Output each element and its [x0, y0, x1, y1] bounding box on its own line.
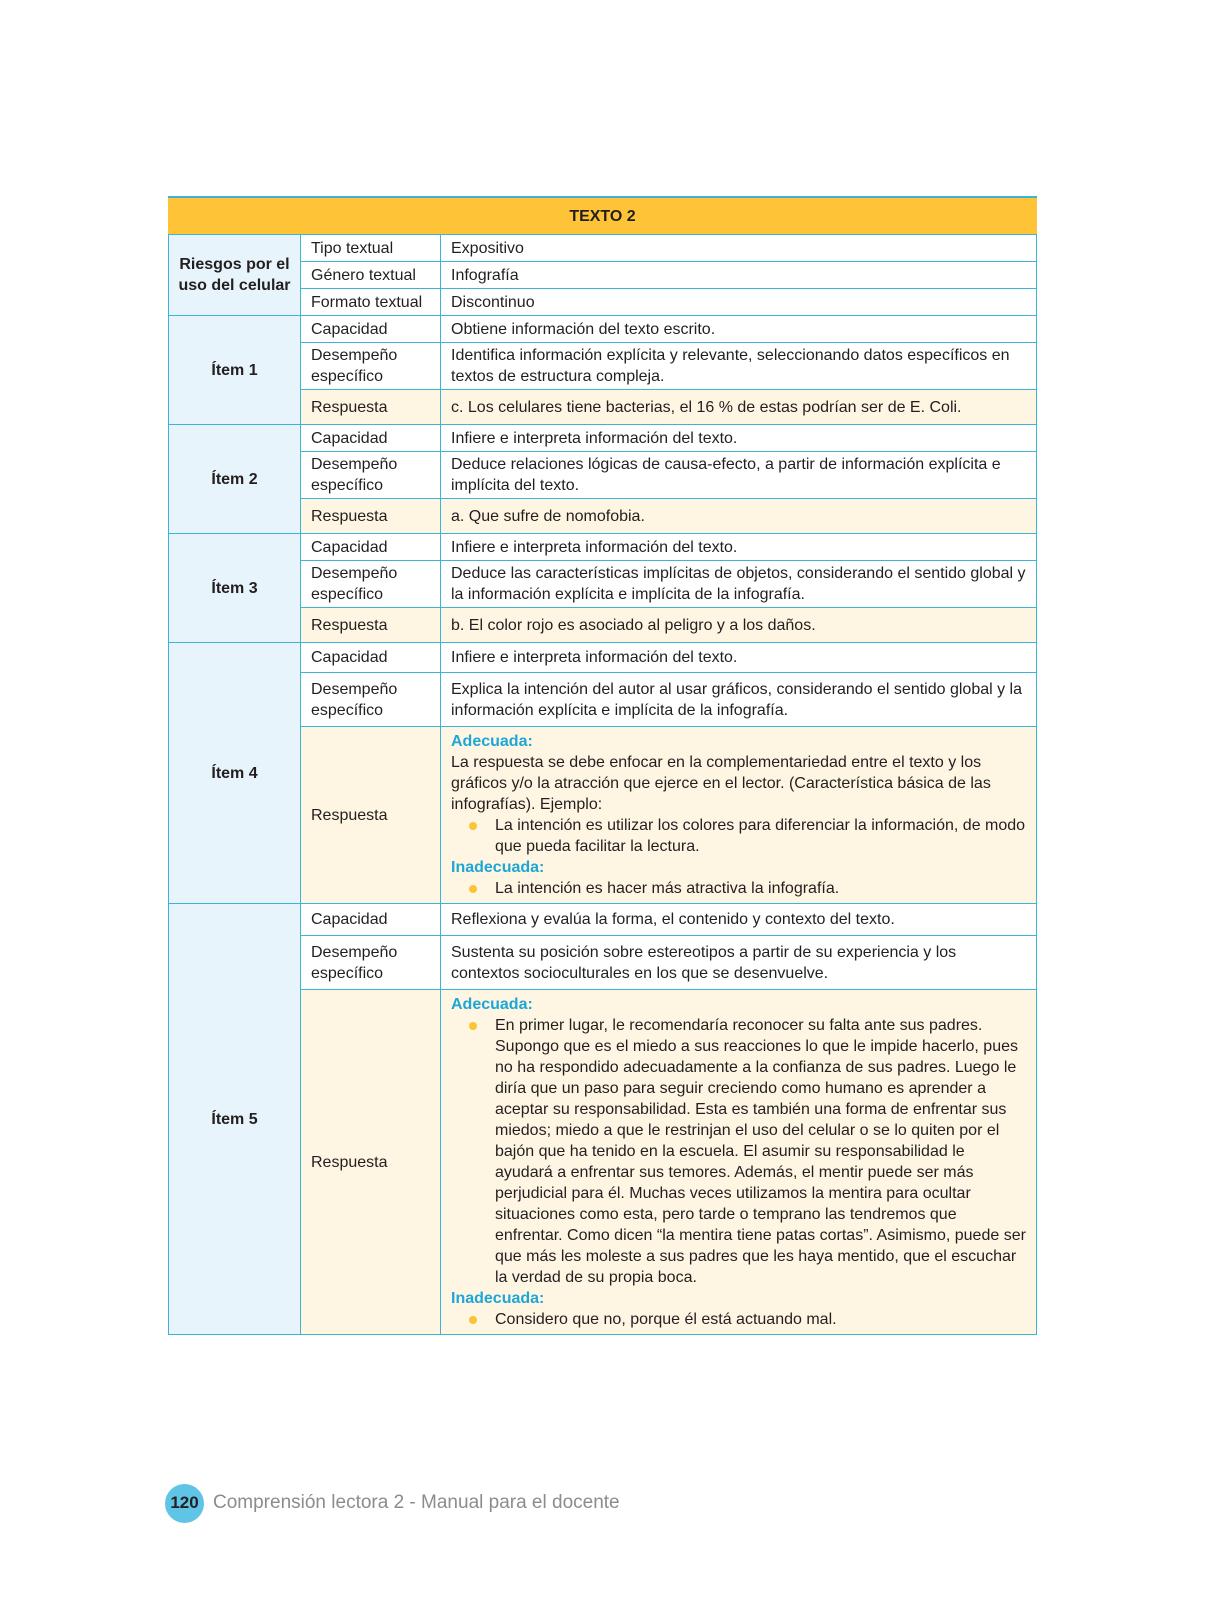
table-row [169, 425, 1037, 452]
respuesta-value [441, 990, 1037, 1335]
respuesta-value: a. Que sufre de nomofobia. [441, 499, 1037, 534]
capacidad-label: Capacidad [301, 643, 441, 673]
desempeno-value: Deduce relaciones lógicas de causa-efecto, a partir de información explícita e implícita del texto. [441, 452, 1037, 499]
desempeno-label: Desempeño específico [301, 343, 441, 390]
adecuada-bullet: La intención es utilizar los colores para diferenciar la información, de modo que pueda facilitar la lectura. [495, 817, 1026, 855]
desempeno-label: Desempeño específico [301, 936, 441, 990]
inadecuada-list [451, 878, 1026, 899]
row-label: Tipo textual [301, 235, 441, 262]
respuesta-value: c. Los celulares tiene bacterias, el 16 % de estas podrían ser de E. Coli. [441, 390, 1037, 425]
capacidad-label: Capacidad [301, 425, 441, 452]
desempeno-label: Desempeño específico [301, 673, 441, 727]
inadecuada-label: Inadecuada: [451, 1290, 545, 1307]
table-row [169, 534, 1037, 561]
desempeno-label: Desempeño específico [301, 561, 441, 608]
desempeno-label: Desempeño específico [301, 452, 441, 499]
respuesta-label: Respuesta [301, 499, 441, 534]
adecuada-text: La respuesta se debe enfocar en la complementariedad entre el texto y los gráficos y/o la atracción que ejerce en el lector. (Característica básica de las infografías). Ejemplo: [451, 754, 991, 813]
row-value: Infografía [441, 262, 1037, 289]
adecuada-list [451, 815, 1026, 857]
desempeno-value: Identifica información explícita y relevante, seleccionando datos específicos en textos de estructura compleja. [441, 343, 1037, 390]
table-row [169, 643, 1037, 673]
inadecuada-bullet: La intención es hacer más atractiva la infografía. [495, 878, 1026, 899]
evaluation-table [168, 196, 1037, 1335]
adecuada-label: Adecuada: [451, 996, 533, 1013]
footer-title: Comprensión lectora 2 - Manual para el docente [213, 1492, 620, 1513]
capacidad-label: Capacidad [301, 904, 441, 936]
adecuada-bullet: En primer lugar, le recomendaría reconocer su falta ante sus padres. Supongo que es el miedo a sus reacciones lo que le impide hacerlo, pues no ha respondido adecuadamente a la confianza de sus padres. Luego le diría que un paso para seguir creciendo como humano es aprender a aceptar su responsabilidad. Esta es también una forma de enfrentar sus miedos; miedo a que le restrinjan el uso del celular o se lo quiten por el bajón que ha tenido en la escuela. El asumir su responsabilidad le ayudará a enfrentar sus temores. Además, el mentir puede ser más perjudicial para él. Muchas veces utilizamos la mentira para ocultar situaciones como esta, pero tarde o temprano las tendremos que enfrentar. Como dicen “la mentira tiene patas cortas”. Asimismo, puede ser que más les moleste a sus padres que les haya mentido, que el escuchar la verdad de su propia boca. [495, 1017, 1026, 1286]
row-value: Discontinuo [441, 289, 1037, 316]
table-row [169, 235, 1037, 262]
table-banner: TEXTO 2 [169, 197, 1037, 235]
adecuada-label: Adecuada: [451, 733, 533, 750]
respuesta-value [441, 727, 1037, 904]
item-5-label: Ítem 5 [169, 904, 301, 1335]
item-1-label: Ítem 1 [169, 316, 301, 425]
respuesta-value: b. El color rojo es asociado al peligro y a los daños. [441, 608, 1037, 643]
capacidad-value: Infiere e interpreta información del texto. [441, 643, 1037, 673]
respuesta-label: Respuesta [301, 390, 441, 425]
row-label: Género textual [301, 262, 441, 289]
capacidad-label: Capacidad [301, 316, 441, 343]
inadecuada-bullet: Considero que no, porque él está actuando mal. [495, 1309, 1026, 1330]
item-3-label: Ítem 3 [169, 534, 301, 643]
item-4-label: Ítem 4 [169, 643, 301, 904]
respuesta-label: Respuesta [301, 727, 441, 904]
table-row [169, 904, 1037, 936]
item-2-label: Ítem 2 [169, 425, 301, 534]
capacidad-value: Obtiene información del texto escrito. [441, 316, 1037, 343]
capacidad-label: Capacidad [301, 534, 441, 561]
table-row [169, 316, 1037, 343]
inadecuada-list [451, 1309, 1026, 1330]
capacidad-value: Reflexiona y evalúa la forma, el contenido y contexto del texto. [441, 904, 1037, 936]
page-number-badge: 120 [165, 1484, 204, 1523]
banner-row [169, 197, 1037, 235]
row-value: Expositivo [441, 235, 1037, 262]
page-footer [165, 1484, 620, 1522]
row-label: Formato textual [301, 289, 441, 316]
inadecuada-label: Inadecuada: [451, 859, 545, 876]
desempeno-value: Sustenta su posición sobre estereotipos a partir de su experiencia y los contextos socioculturales en los que se desenvuelve. [441, 936, 1037, 990]
respuesta-label: Respuesta [301, 990, 441, 1335]
capacidad-value: Infiere e interpreta información del texto. [441, 534, 1037, 561]
text-title: Riesgos por el uso del celular [169, 235, 301, 316]
capacidad-value: Infiere e interpreta información del texto. [441, 425, 1037, 452]
desempeno-value: Explica la intención del autor al usar gráficos, considerando el sentido global y la información explícita e implícita de la infografía. [441, 673, 1037, 727]
desempeno-value: Deduce las características implícitas de objetos, considerando el sentido global y la información explícita e implícita de la infografía. [441, 561, 1037, 608]
adecuada-list [451, 1015, 1026, 1288]
respuesta-label: Respuesta [301, 608, 441, 643]
